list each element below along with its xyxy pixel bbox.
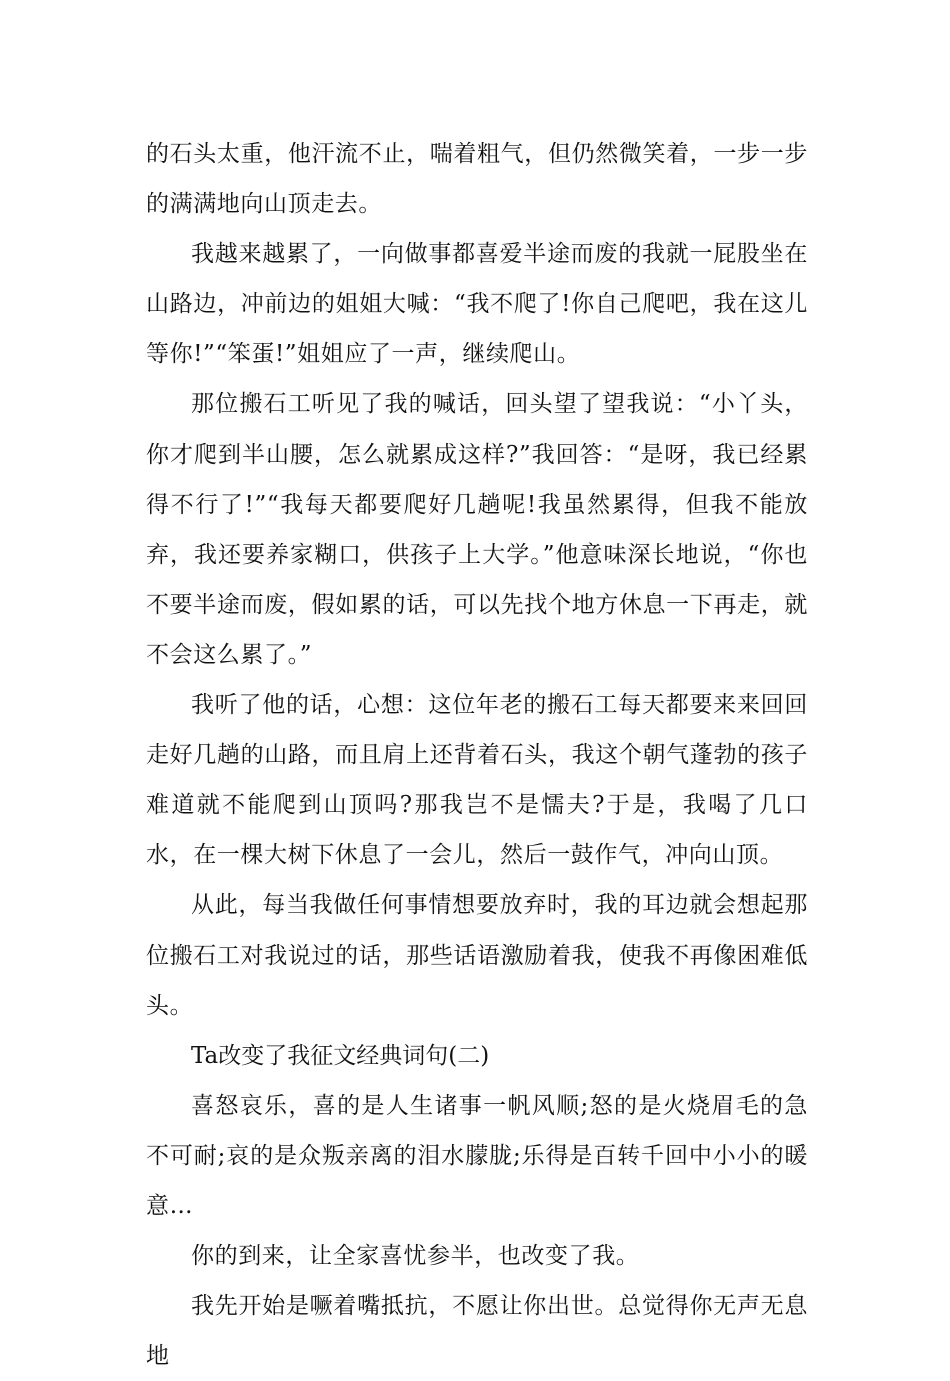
article-body bbox=[146, 129, 808, 1381]
paragraph: 我先开始是噘着嘴抵抗，不愿让你出世。总觉得你无声无息地 bbox=[146, 1293, 808, 1370]
paragraph: 从此，每当我做任何事情想要放弃时，我的耳边就会想起那位搬石工对我说过的话，那些话语激励着我，使我不再像困难低头。 bbox=[146, 892, 808, 1019]
paragraph: 我越来越累了，一向做事都喜爱半途而废的我就一屁股坐在山路边，冲前边的姐姐大喊：“我不爬了!你自己爬吧，我在这儿等你!”“笨蛋!”姐姐应了一声，继续爬山。 bbox=[146, 241, 808, 368]
section-heading: Ta改变了我征文经典词句(二) bbox=[191, 1042, 490, 1069]
paragraph: 喜怒哀乐，喜的是人生诸事一帆风顺;怒的是火烧眉毛的急不可耐;哀的是众叛亲离的泪水朦胧;乐得是百转千回中小小的暖意… bbox=[146, 1092, 808, 1219]
paragraph-continuation: 的石头太重，他汗流不止，喘着粗气，但仍然微笑着，一步一步的满满地向山顶走去。 bbox=[146, 141, 808, 218]
paragraph: 我听了他的话，心想：这位年老的搬石工每天都要来来回回走好几趟的山路，而且肩上还背着石头，我这个朝气蓬勃的孩子难道就不能爬到山顶吗?那我岂不是懦夫?于是，我喝了几口水，在一棵大树下休息了一会儿，然后一鼓作气，冲向山顶。 bbox=[146, 692, 808, 869]
paragraph: 那位搬石工听见了我的喊话，回头望了望我说：“小丫头，你才爬到半山腰，怎么就累成这样?”我回答：“是呀，我已经累得不行了!”“我每天都要爬好几趟呢!我虽然累得，但我不能放弃，我还要养家糊口，供孩子上大学。”他意味深长地说，“你也不要半途而废，假如累的话，可以先找个地方休息一下再走，就不会这么累了。” bbox=[146, 391, 808, 668]
paragraph: 你的到来，让全家喜忧参半，也改变了我。 bbox=[191, 1243, 640, 1270]
